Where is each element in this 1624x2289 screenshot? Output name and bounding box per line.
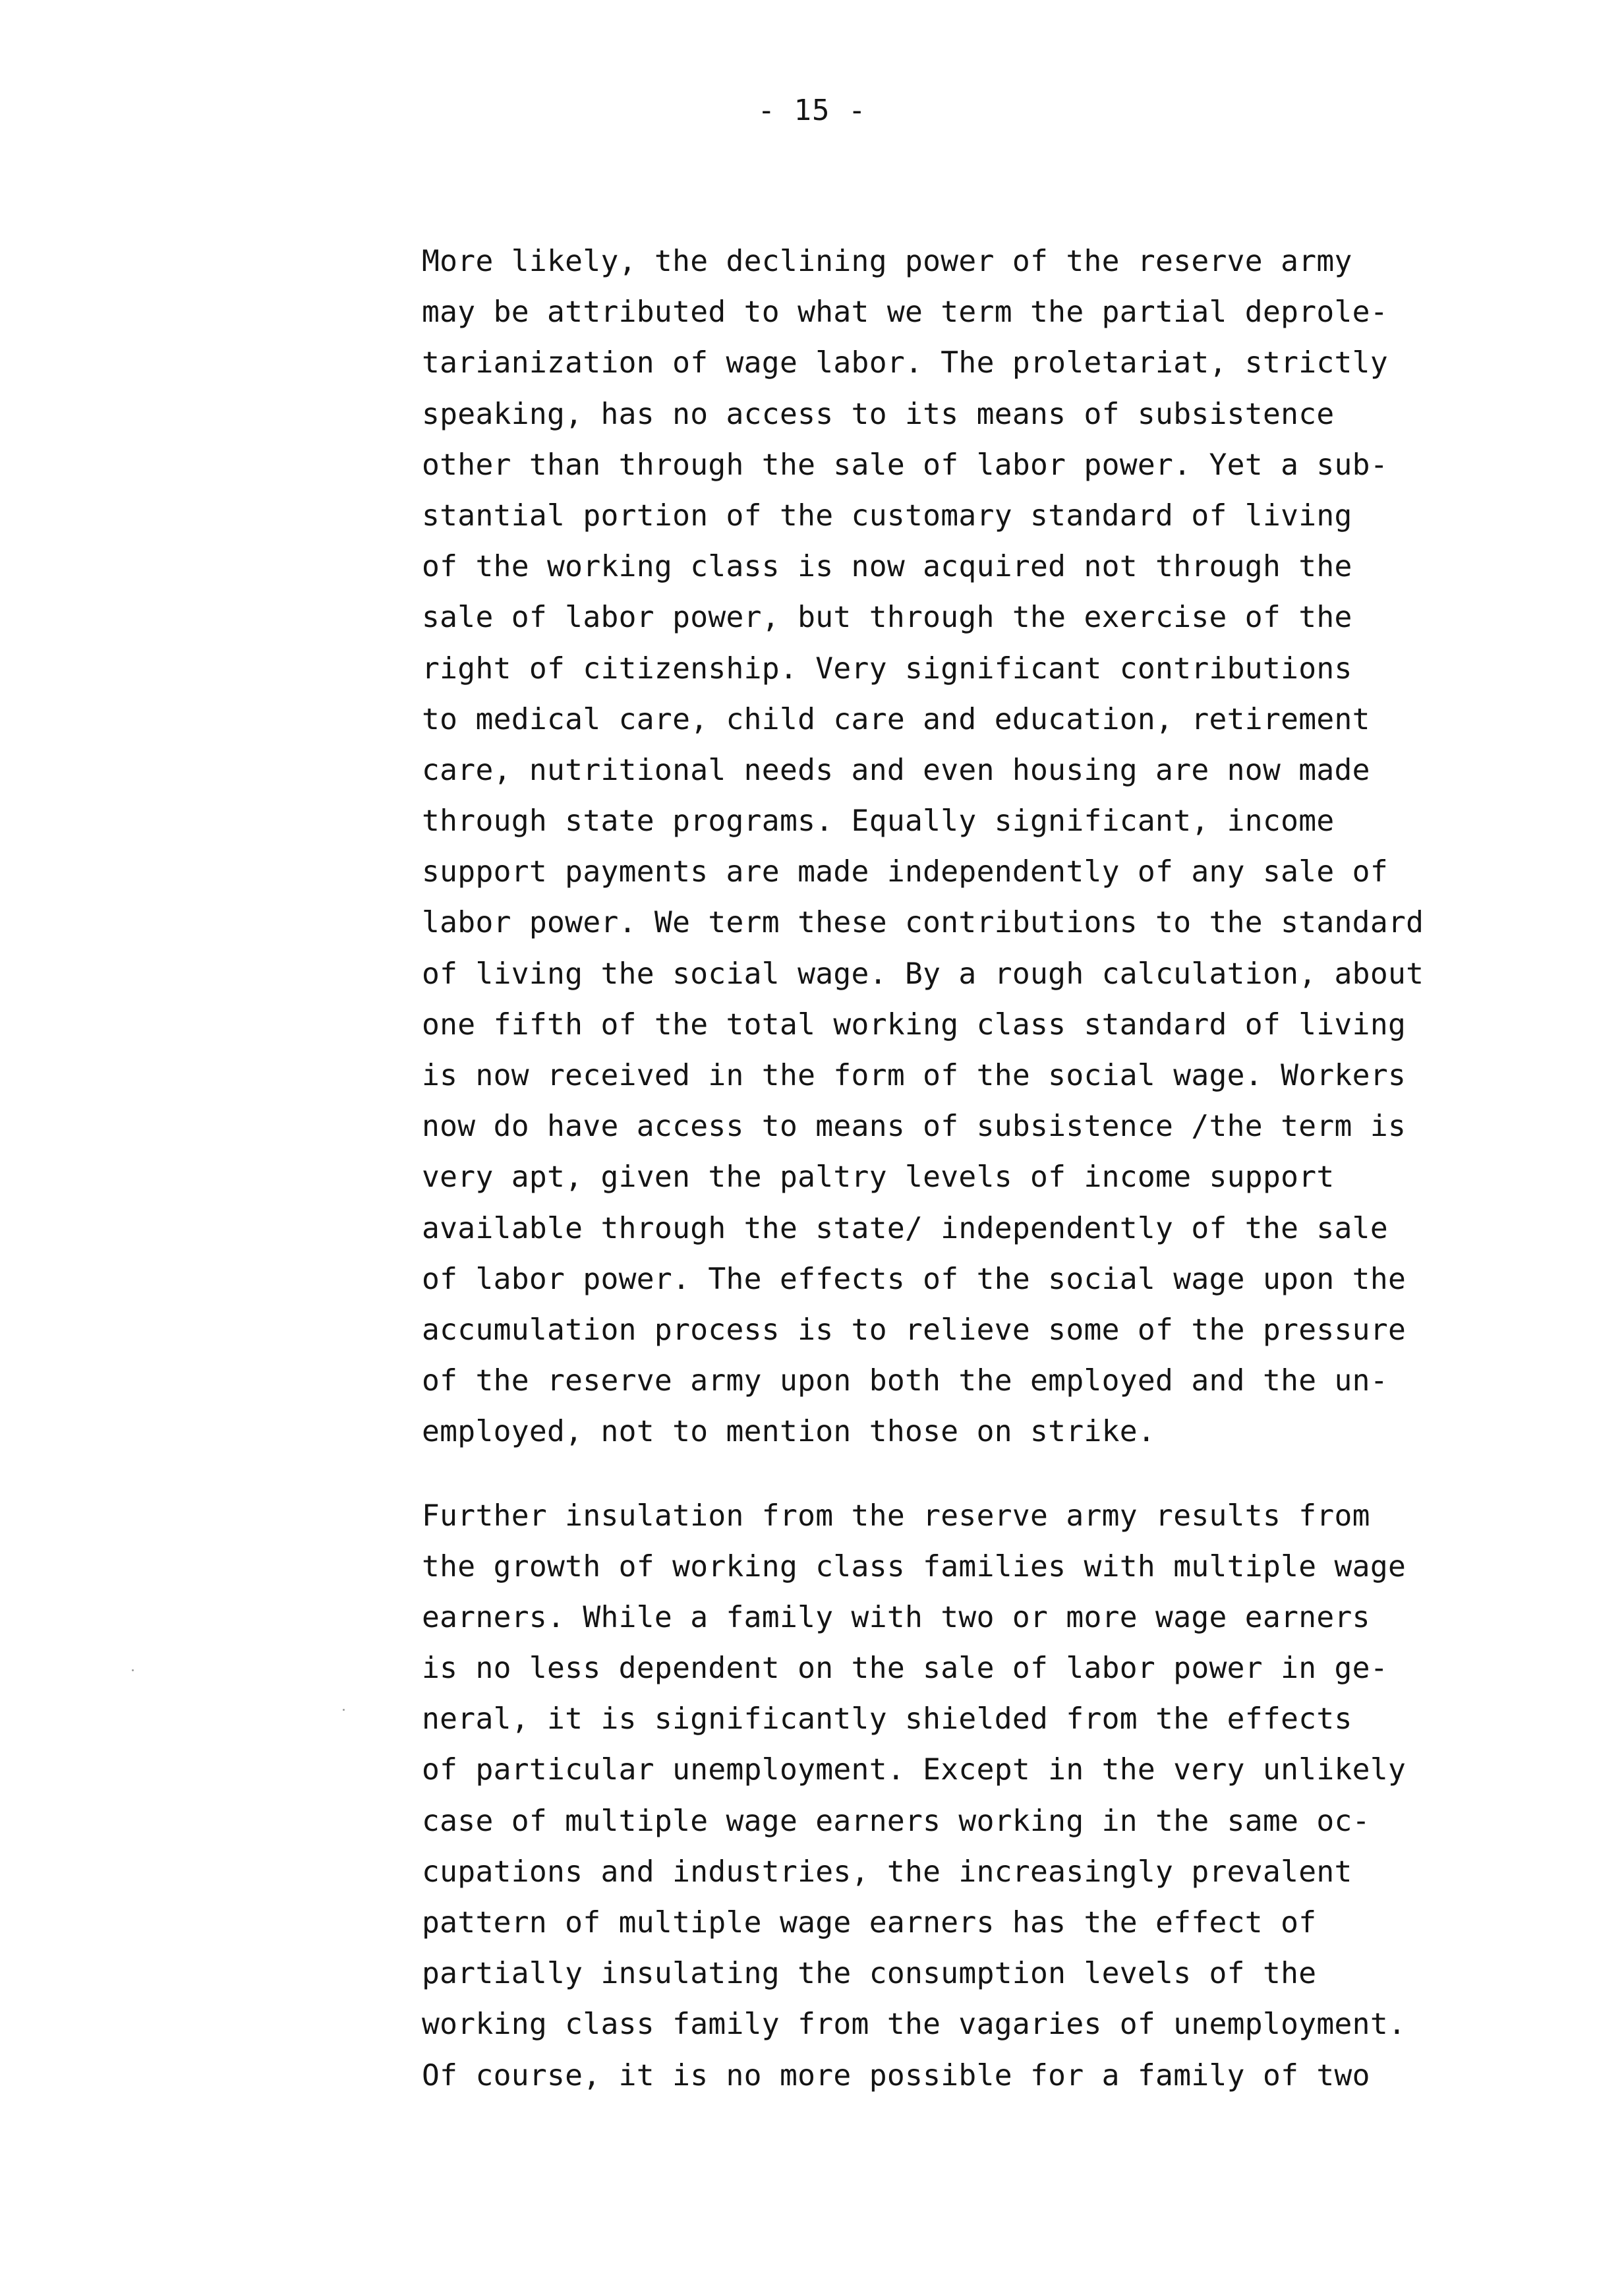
text-line: now do have access to means of subsistence /the term is xyxy=(422,1109,1406,1144)
text-line: working class family from the vagaries of unemployment. xyxy=(422,2007,1406,2042)
text-line: available through the state/ independently of the sale xyxy=(422,1210,1388,1245)
text-line: speaking, has no access to its means of subsistence xyxy=(422,396,1335,431)
text-line: of labor power. The effects of the social wage upon the xyxy=(422,1261,1406,1296)
text-line: of living the social wage. By a rough calculation, about xyxy=(422,956,1424,991)
text-line: accumulation process is to relieve some of the pressure xyxy=(422,1312,1406,1347)
text-line: neral, it is significantly shielded from the effects xyxy=(422,1702,1352,1737)
text-line: earners. While a family with two or more wage earners xyxy=(422,1599,1370,1634)
text-line: the growth of working class families with multiple wage xyxy=(422,1549,1406,1584)
text-line: Further insulation from the reserve army results from xyxy=(422,1498,1370,1533)
text-line: other than through the sale of labor power. Yet a sub- xyxy=(422,447,1388,482)
page-number: - 15 - xyxy=(757,94,867,127)
scan-speck xyxy=(132,1669,134,1671)
text-line: very apt, given the paltry levels of income support xyxy=(422,1160,1335,1195)
text-line: More likely, the declining power of the reserve army xyxy=(422,244,1352,278)
text-line: partially insulating the consumption levels of the xyxy=(422,1956,1317,1991)
text-line: may be attributed to what we term the partial deprole- xyxy=(422,295,1388,330)
text-line: cupations and industries, the increasingly prevalent xyxy=(422,1854,1352,1889)
text-line: stantial portion of the customary standard of living xyxy=(422,498,1352,533)
text-line: employed, not to mention those on strike. xyxy=(422,1414,1156,1449)
text-line: Of course, it is no more possible for a family of two xyxy=(422,2058,1370,2093)
text-line: tarianization of wage labor. The proletariat, strictly xyxy=(422,345,1388,380)
text-line: support payments are made independently of any sale of xyxy=(422,854,1388,889)
text-line: of the working class is now acquired not through the xyxy=(422,549,1352,584)
text-line: sale of labor power, but through the exercise of the xyxy=(422,600,1352,635)
text-line: of particular unemployment. Except in the very unlikely xyxy=(422,1752,1406,1787)
text-line: pattern of multiple wage earners has the effect of xyxy=(422,1905,1317,1940)
text-line: to medical care, child care and education, retirement xyxy=(422,701,1370,736)
text-line: one fifth of the total working class standard of living xyxy=(422,1007,1406,1042)
text-line: labor power. We term these contributions to the standard xyxy=(422,905,1424,940)
paragraph-1 xyxy=(422,236,1602,1458)
text-line: of the reserve army upon both the employed and the un- xyxy=(422,1363,1388,1398)
paragraph-2 xyxy=(422,1491,1602,2101)
text-line: is no less dependent on the sale of labor power in ge- xyxy=(422,1651,1388,1686)
text-line: care, nutritional needs and even housing are now made xyxy=(422,752,1370,787)
text-line: is now received in the form of the social wage. Workers xyxy=(422,1058,1406,1092)
body-text xyxy=(422,236,1602,2101)
text-line: through state programs. Equally significant, income xyxy=(422,804,1335,839)
scan-speck xyxy=(343,1709,345,1711)
text-line: right of citizenship. Very significant contributions xyxy=(422,651,1352,686)
text-line: case of multiple wage earners working in the same oc- xyxy=(422,1803,1370,1838)
